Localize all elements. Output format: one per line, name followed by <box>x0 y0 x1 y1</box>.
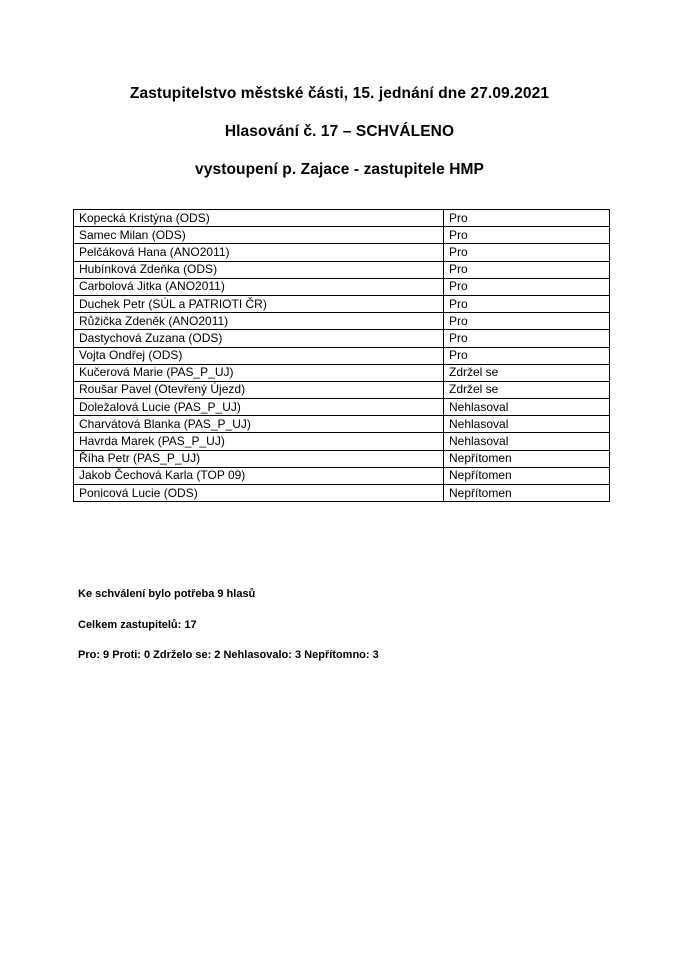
member-name-cell: Růžička Zdeněk (ANO2011) <box>74 313 444 330</box>
vote-result-title: Hlasování č. 17 – SCHVÁLENO <box>224 123 455 140</box>
member-name-cell: Dastychová Zuzana (ODS) <box>74 330 444 347</box>
member-name-cell: Jakob Čechová Karla (TOP 09) <box>74 467 444 484</box>
table-row <box>74 399 610 416</box>
table-row <box>74 330 610 347</box>
table-row <box>74 278 610 295</box>
vote-value-cell: Pro <box>444 313 610 330</box>
summary-block <box>78 588 379 680</box>
vote-value-cell: Pro <box>444 278 610 295</box>
vote-value-cell: Pro <box>444 210 610 227</box>
vote-results-text: Pro: 9 Proti: 0 Zdrželo se: 2 Nehlasovalo: 3 Nepřítomno: 3 <box>78 649 379 661</box>
member-name-cell: Kopecká Kristýna (ODS) <box>74 210 444 227</box>
vote-value-cell: Pro <box>444 347 610 364</box>
vote-value-cell: Nehlasoval <box>444 399 610 416</box>
member-name-cell: Pelčáková Hana (ANO2011) <box>74 244 444 261</box>
table-row <box>74 416 610 433</box>
vote-value-cell: Nepřítomen <box>444 450 610 467</box>
vote-subject-title: vystoupení p. Zajace - zastupitele HMP <box>195 161 484 178</box>
member-name-cell: Carbolová Jitka (ANO2011) <box>74 278 444 295</box>
votes-table <box>73 209 610 502</box>
vote-value-cell: Zdržel se <box>444 381 610 398</box>
member-name-cell: Hubínková Zdeňka (ODS) <box>74 261 444 278</box>
vote-value-cell: Pro <box>444 227 610 244</box>
vote-value-cell: Zdržel se <box>444 364 610 381</box>
vote-value-cell: Pro <box>444 261 610 278</box>
required-votes-text: Ke schválení bylo potřeba 9 hlasů <box>78 588 256 600</box>
member-name-cell: Duchek Petr (SÚL a PATRIOTI ČR) <box>74 295 444 312</box>
table-row <box>74 244 610 261</box>
vote-value-cell: Nehlasoval <box>444 433 610 450</box>
table-row <box>74 467 610 484</box>
table-row <box>74 347 610 364</box>
table-row <box>74 295 610 312</box>
table-row <box>74 261 610 278</box>
vote-value-cell: Nehlasoval <box>444 416 610 433</box>
member-name-cell: Charvátová Blanka (PAS_P_UJ) <box>74 416 444 433</box>
vote-value-cell: Pro <box>444 330 610 347</box>
member-name-cell: Samec Milan (ODS) <box>74 227 444 244</box>
member-name-cell: Kučerová Marie (PAS_P_UJ) <box>74 364 444 381</box>
title-block <box>0 84 679 198</box>
vote-value-cell: Pro <box>444 244 610 261</box>
member-name-cell: Roušar Pavel (Otevřený Újezd) <box>74 381 444 398</box>
member-name-cell: Doležalová Lucie (PAS_P_UJ) <box>74 399 444 416</box>
member-name-cell: Ponicová Lucie (ODS) <box>74 485 444 502</box>
meeting-title: Zastupitelstvo městské části, 15. jednání dne 27.09.2021 <box>129 85 550 102</box>
member-name-cell: Říha Petr (PAS_P_UJ) <box>74 450 444 467</box>
vote-value-cell: Nepřítomen <box>444 485 610 502</box>
table-row <box>74 227 610 244</box>
member-name-cell: Vojta Ondřej (ODS) <box>74 347 444 364</box>
table-row <box>74 450 610 467</box>
table-row <box>74 313 610 330</box>
member-name-cell: Havrda Marek (PAS_P_UJ) <box>74 433 444 450</box>
vote-value-cell: Nepřítomen <box>444 467 610 484</box>
table-row <box>74 210 610 227</box>
table-row <box>74 381 610 398</box>
table-row <box>74 364 610 381</box>
vote-value-cell: Pro <box>444 295 610 312</box>
table-row <box>74 485 610 502</box>
total-members-text: Celkem zastupitelů: 17 <box>78 618 197 631</box>
table-row <box>74 433 610 450</box>
